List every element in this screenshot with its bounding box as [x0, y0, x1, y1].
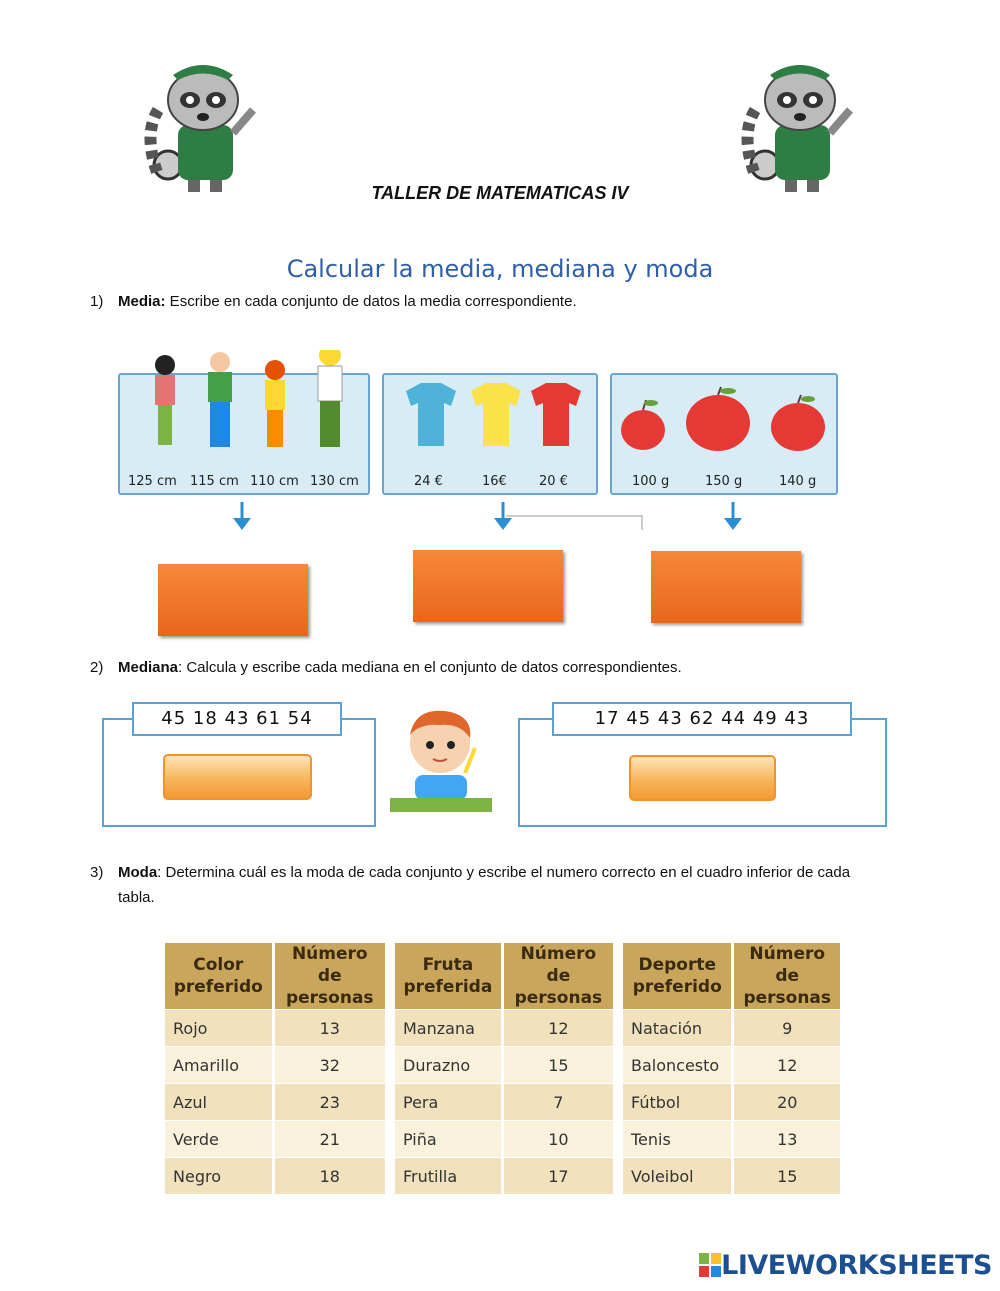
height-value: 110 cm — [250, 474, 299, 489]
table-row: Pera 7 — [395, 1084, 613, 1121]
table-row: Durazno 15 — [395, 1047, 613, 1084]
table-row: Amarillo 32 — [165, 1047, 385, 1084]
arrows-down-icon — [0, 500, 1000, 540]
heights-panel — [118, 373, 370, 495]
liveworksheets-logo-icon — [699, 1253, 721, 1277]
thinking-boy-icon — [385, 703, 497, 815]
moda-table-deporte — [623, 943, 840, 1194]
weight-value: 140 g — [779, 474, 817, 489]
table-header: Deporte preferido — [623, 943, 733, 1010]
table-row: Manzana 12 — [395, 1010, 613, 1047]
price-value: 20 € — [539, 474, 568, 489]
table-header: Fruta preferida — [395, 943, 502, 1010]
table-row: Piña 10 — [395, 1121, 613, 1158]
table-row: Tenis 13 — [623, 1121, 840, 1158]
media-answer-box-3[interactable] — [651, 551, 801, 623]
weight-value: 150 g — [705, 474, 743, 489]
table-row: Frutilla 17 — [395, 1158, 613, 1195]
section2-instruction: 2) Mediana: Calcula y escribe cada mediana en el conjunto de datos correspondientes. — [90, 659, 682, 676]
tshirts-illustration-icon — [396, 381, 586, 451]
media-answer-box-1[interactable] — [158, 564, 308, 636]
height-value: 125 cm — [128, 474, 177, 489]
section1-instruction: 1) Media: Escribe en cada conjunto de datos la media correspondiente. — [90, 293, 577, 310]
mediana-set-1: 45 18 43 61 54 — [132, 702, 342, 736]
table-row: Rojo 13 — [165, 1010, 385, 1047]
table-header: Número de personas — [502, 943, 613, 1010]
liveworksheets-logo[interactable]: LIVEWORKSHEETS — [699, 1250, 992, 1281]
table-row: Natación 9 — [623, 1010, 840, 1047]
height-value: 130 cm — [310, 474, 359, 489]
height-value: 115 cm — [190, 474, 239, 489]
table-row: Verde 21 — [165, 1121, 385, 1158]
raccoon-mascot-left-icon — [138, 55, 263, 200]
table-header: Número de personas — [733, 943, 840, 1010]
mediana-set-2: 17 45 43 62 44 49 43 — [552, 702, 852, 736]
table-row: Azul 23 — [165, 1084, 385, 1121]
table-row: Negro 18 — [165, 1158, 385, 1195]
worksheet-subtitle: Calcular la media, mediana y moda — [286, 255, 714, 283]
children-illustration-icon — [140, 350, 360, 465]
media-answer-box-2[interactable] — [413, 550, 563, 622]
moda-table-color — [165, 943, 385, 1194]
apples-illustration-icon — [618, 385, 830, 455]
weights-panel — [610, 373, 838, 495]
section3-instruction: 3) Moda: Determina cuál es la moda de cada conjunto y escribe el numero correcto en el cuadro inferior de cada tabla. — [90, 864, 851, 906]
table-row: Fútbol 20 — [623, 1084, 840, 1121]
moda-table-fruta — [395, 943, 613, 1194]
table-header: Número de personas — [273, 943, 385, 1010]
table-row: Baloncesto 12 — [623, 1047, 840, 1084]
weight-value: 100 g — [632, 474, 670, 489]
mediana-answer-box-1[interactable] — [163, 754, 312, 800]
price-value: 16€ — [482, 474, 507, 489]
mediana-answer-box-2[interactable] — [629, 755, 776, 801]
prices-panel — [382, 373, 598, 495]
worksheet-title: TALLER DE MATEMATICAS IV — [371, 183, 629, 203]
raccoon-mascot-right-icon — [735, 55, 860, 200]
table-header: Color preferido — [165, 943, 273, 1010]
price-value: 24 € — [414, 474, 443, 489]
table-row: Voleibol 15 — [623, 1158, 840, 1195]
